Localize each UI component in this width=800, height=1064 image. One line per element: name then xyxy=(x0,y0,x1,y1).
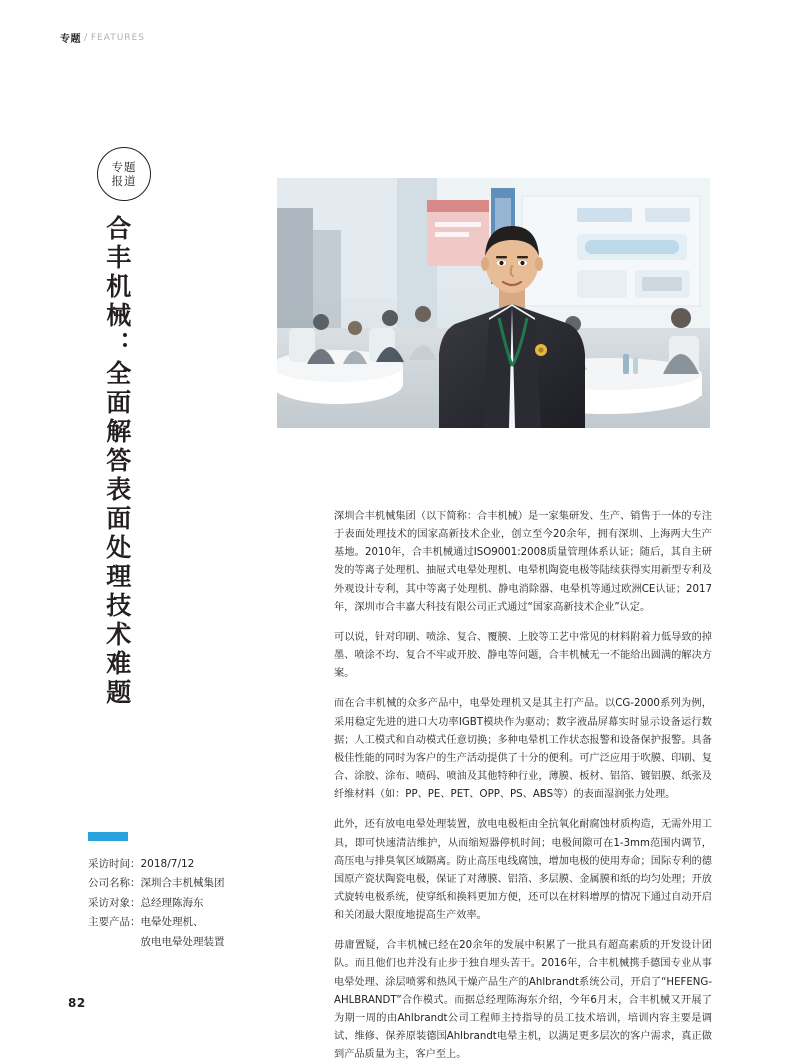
feature-badge-line2: 报道 xyxy=(111,174,137,188)
meta-line-products-2: 放电电晕处理装置 xyxy=(88,935,225,948)
article-paragraph: 毋庸置疑，合丰机械已经在20余年的发展中积累了一批具有超高素质的开发设计团队。而且他们也并没有止步于独自埋头苦干。2016年，合丰机械携手德国专业从事电晕处理、涂层喷雾和热风干燥产品生产的Ahlbrandt系统公司，开启了“HEFENG-AHLBRANDT”合作模式。而据总经理陈海东介绍，今年6月末，合丰机械又开展了为期一周的由Ahlbrandt公司工程师主持指导的员工技术培训，培训内容主要是调试、维修、保养原装德国Ahlbrandt电晕主机，以满足更多层次的客户需求，真正做到产品质量为主，客户至上。 xyxy=(334,940,712,1061)
meta-line-interviewee: 采访对象：总经理陈海东 xyxy=(88,896,204,909)
article-paragraph: 可以说，针对印刷、喷涂、复合、覆膜、上胶等工艺中常见的材料附着力低导致的掉墨、喷涂不均、复合不牢或开胶、静电等问题，合丰机械无一不能给出圆满的解决方案。 xyxy=(334,631,712,680)
header-section-cn: 专题 xyxy=(60,34,81,45)
header-slash: / xyxy=(84,32,88,43)
feature-badge-line1: 专题 xyxy=(111,159,137,174)
meta-line-products-1: 主要产品：电晕处理机、 xyxy=(88,916,204,929)
interview-photo-illustration xyxy=(277,178,710,428)
feature-badge xyxy=(97,147,151,201)
article-paragraph: 而在合丰机械的众多产品中，电晕处理机又是其主打产品。以CG-2000系列为例，采用稳定先进的进口大功率IGBT模块作为驱动；数字液晶屏幕实时显示设备运行数据；人工模式和自动模式任意切换；多种电晕机工作状态报警和设备保护报警。具备极佳性能的同时为客户的生产活动提供了十分的便利。可广泛应用于吹膜、印刷、复合、涂胶、涂布、喷码、喷油及其他特种行业，薄膜、板材、铝箔、镀铝膜、纸张及纤维材料（如：PP、PE、PET、OPP、PS、ABS等）的表面湿润张力处理。 xyxy=(334,698,712,801)
page-number: 82 xyxy=(68,996,86,1010)
article-paragraph: 深圳合丰机械集团（以下简称：合丰机械）是一家集研发、生产、销售于一体的专注于表面处理技术的国家高新技术企业，创立至今20余年，拥有深圳、上海两大生产基地。2010年，合丰机械通过ISO9001:2008质量管理体系认证；随后，其自主研发的等离子处理机、抽屉式电晕处理机、电晕机陶瓷电极等陆续获得实用新型专利及外观设计专利，其中等离子处理机、静电消除器、电晕机等通过欧洲CE认证；2017年，深圳市合丰嘉大科技有限公司正式通过“国家高新技术企业”认定。 xyxy=(334,511,712,613)
accent-bar xyxy=(88,832,128,841)
header-section-en: FEATURES xyxy=(90,32,145,43)
interview-photo xyxy=(277,178,710,428)
interview-meta xyxy=(88,855,263,952)
page-header xyxy=(60,30,145,45)
meta-line-date: 采访时间：2018/7/12 xyxy=(88,858,195,870)
article-paragraph: 此外，还有放电电晕处理装置，放电电极柜由全抗氧化耐腐蚀材质构造，无需外用工具，即可快速清洁维护，从而缩短器停机时间；电极间隙可在1-3mm范围内调节，高压电与排臭氧区域隔离。防止高压电线腐蚀，增加电极的使用寿命；国际专利的德国原产瓷状陶瓷电极，保证了对薄膜、铝箔、多层膜、金属膜和纸的均匀处理；开放式旋转电极系统，使穿纸和换料更加方便，还可以在材料增厚的情况下通过自动开启和关闭最大限度地提高生产效率。 xyxy=(334,819,712,922)
meta-line-company: 公司名称：深圳合丰机械集团 xyxy=(88,877,225,890)
article-body xyxy=(334,508,712,1064)
page-title: 合丰机械：全面解答表面处理技术难题 xyxy=(102,215,132,708)
